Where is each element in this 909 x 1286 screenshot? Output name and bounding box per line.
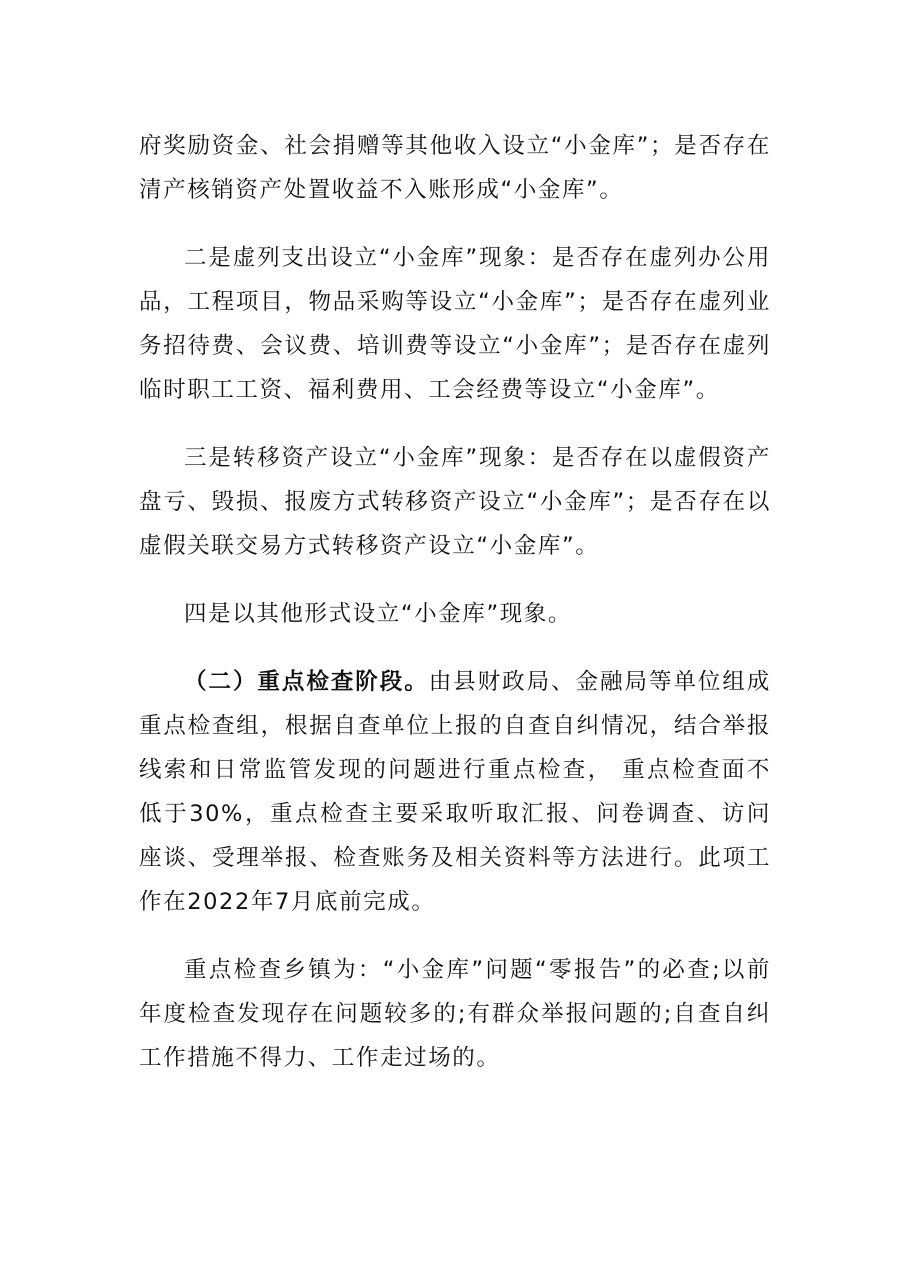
document-body [139, 124, 771, 1080]
paragraph-continuation: 府奖励资金、社会捐赠等其他收入设立“小金库”；是否存在清产核销资产处置收益不入账形成“小金库”。 [139, 133, 771, 203]
paragraph-key-inspection [139, 660, 771, 924]
section-body: 由县财政局、金融局等单位组成重点检查组，根据自查单位上报的自查自纠情况，结合举报线索和日常监管发现的问题进行重点检查， 重点检查面不低于30%，重点检查主要采取听取汇报、问卷调查、访问座谈、受理举报、检查账务及相关资料等方法进行。此项工作在2022年7月底前完成。 [139, 669, 771, 915]
paragraph-asset-transfer: 三是转移资产设立“小金库”现象：是否存在以虚假资产盘亏、毁损、报废方式转移资产设立“小金库”；是否存在以虚假关联交易方式转移资产设立“小金库”。 [139, 445, 771, 559]
paragraph-other-forms: 四是以其他形式设立“小金库”现象。 [184, 601, 573, 627]
paragraph-false-expenditure: 二是虚列支出设立“小金库”现象：是否存在虚列办公用品，工程项目，物品采购等设立“小金库”；是否存在虚列业务招待费、会议费、培训费等设立“小金库”；是否存在虚列临时职工工资、福利费用、工会经费等设立“小金库”。 [139, 245, 771, 403]
paragraph-key-townships: 重点检查乡镇为：“小金库”问题“零报告”的必查;以前年度检查发现存在问题较多的;有群众举报问题的;自查自纠工作措施不得力、工作走过场的。 [139, 957, 771, 1071]
section-heading: （二）重点检查阶段。 [184, 669, 429, 695]
